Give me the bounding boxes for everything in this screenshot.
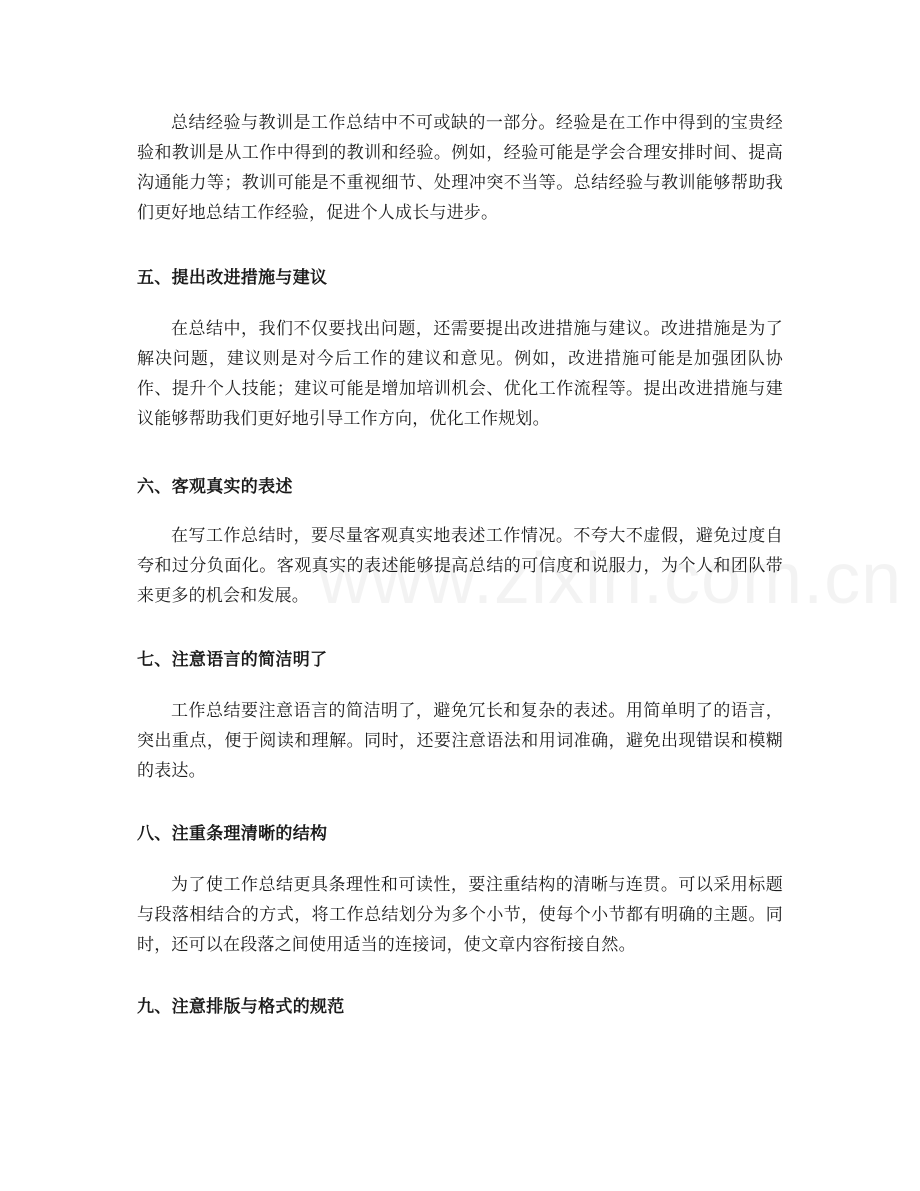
heading-section-8: 八、注重条理清晰的结构 [137, 824, 328, 844]
paragraph-section-7: 工作总结要注意语言的简洁明了，避免冗长和复杂的表述。用简单明了的语言，突出重点，便于阅读和理解。同时，还要注意语法和用词准确，避免出现错误和模糊的表达。 [137, 701, 783, 781]
heading-section-7: 七、注意语言的简洁明了 [137, 650, 328, 670]
heading-section-6: 六、客观真实的表述 [137, 477, 293, 497]
paragraph-section-6: 在写工作总结时，要尽量客观真实地表述工作情况。不夸大不虚假，避免过度自夸和过分负面化。客观真实的表述能够提高总结的可信度和说服力，为个人和团队带来更多的机会和发展。 [137, 526, 783, 606]
paragraph-section-8: 为了使工作总结更具条理性和可读性，要注重结构的清晰与连贯。可以采用标题与段落相结合的方式，将工作总结划分为多个小节，使每个小节都有明确的主题。同时，还可以在段落之间使用适当的连接词，使文章内容衔接自然。 [137, 875, 783, 955]
paragraph-section-5: 在总结中，我们不仅要找出问题，还需要提出改进措施与建议。改进措施是为了解决问题，建议则是对今后工作的建议和意见。例如，改进措施可能是加强团队协作、提升个人技能；建议可能是增加培训机会、优化工作流程等。提出改进措施与建议能够帮助我们更好地引导工作方向，优化工作规划。 [137, 319, 783, 429]
paragraph-experience-lessons: 总结经验与教训是工作总结中不可或缺的一部分。经验是在工作中得到的宝贵经验和教训是从工作中得到的教训和经验。例如，经验可能是学会合理安排时间、提高沟通能力等；教训可能是不重视细节、处理冲突不当等。总结经验与教训能够帮助我们更好地总结工作经验，促进个人成长与进步。 [137, 113, 783, 223]
heading-section-5: 五、提出改进措施与建议 [137, 268, 328, 288]
heading-section-9: 九、注意排版与格式的规范 [137, 997, 345, 1017]
